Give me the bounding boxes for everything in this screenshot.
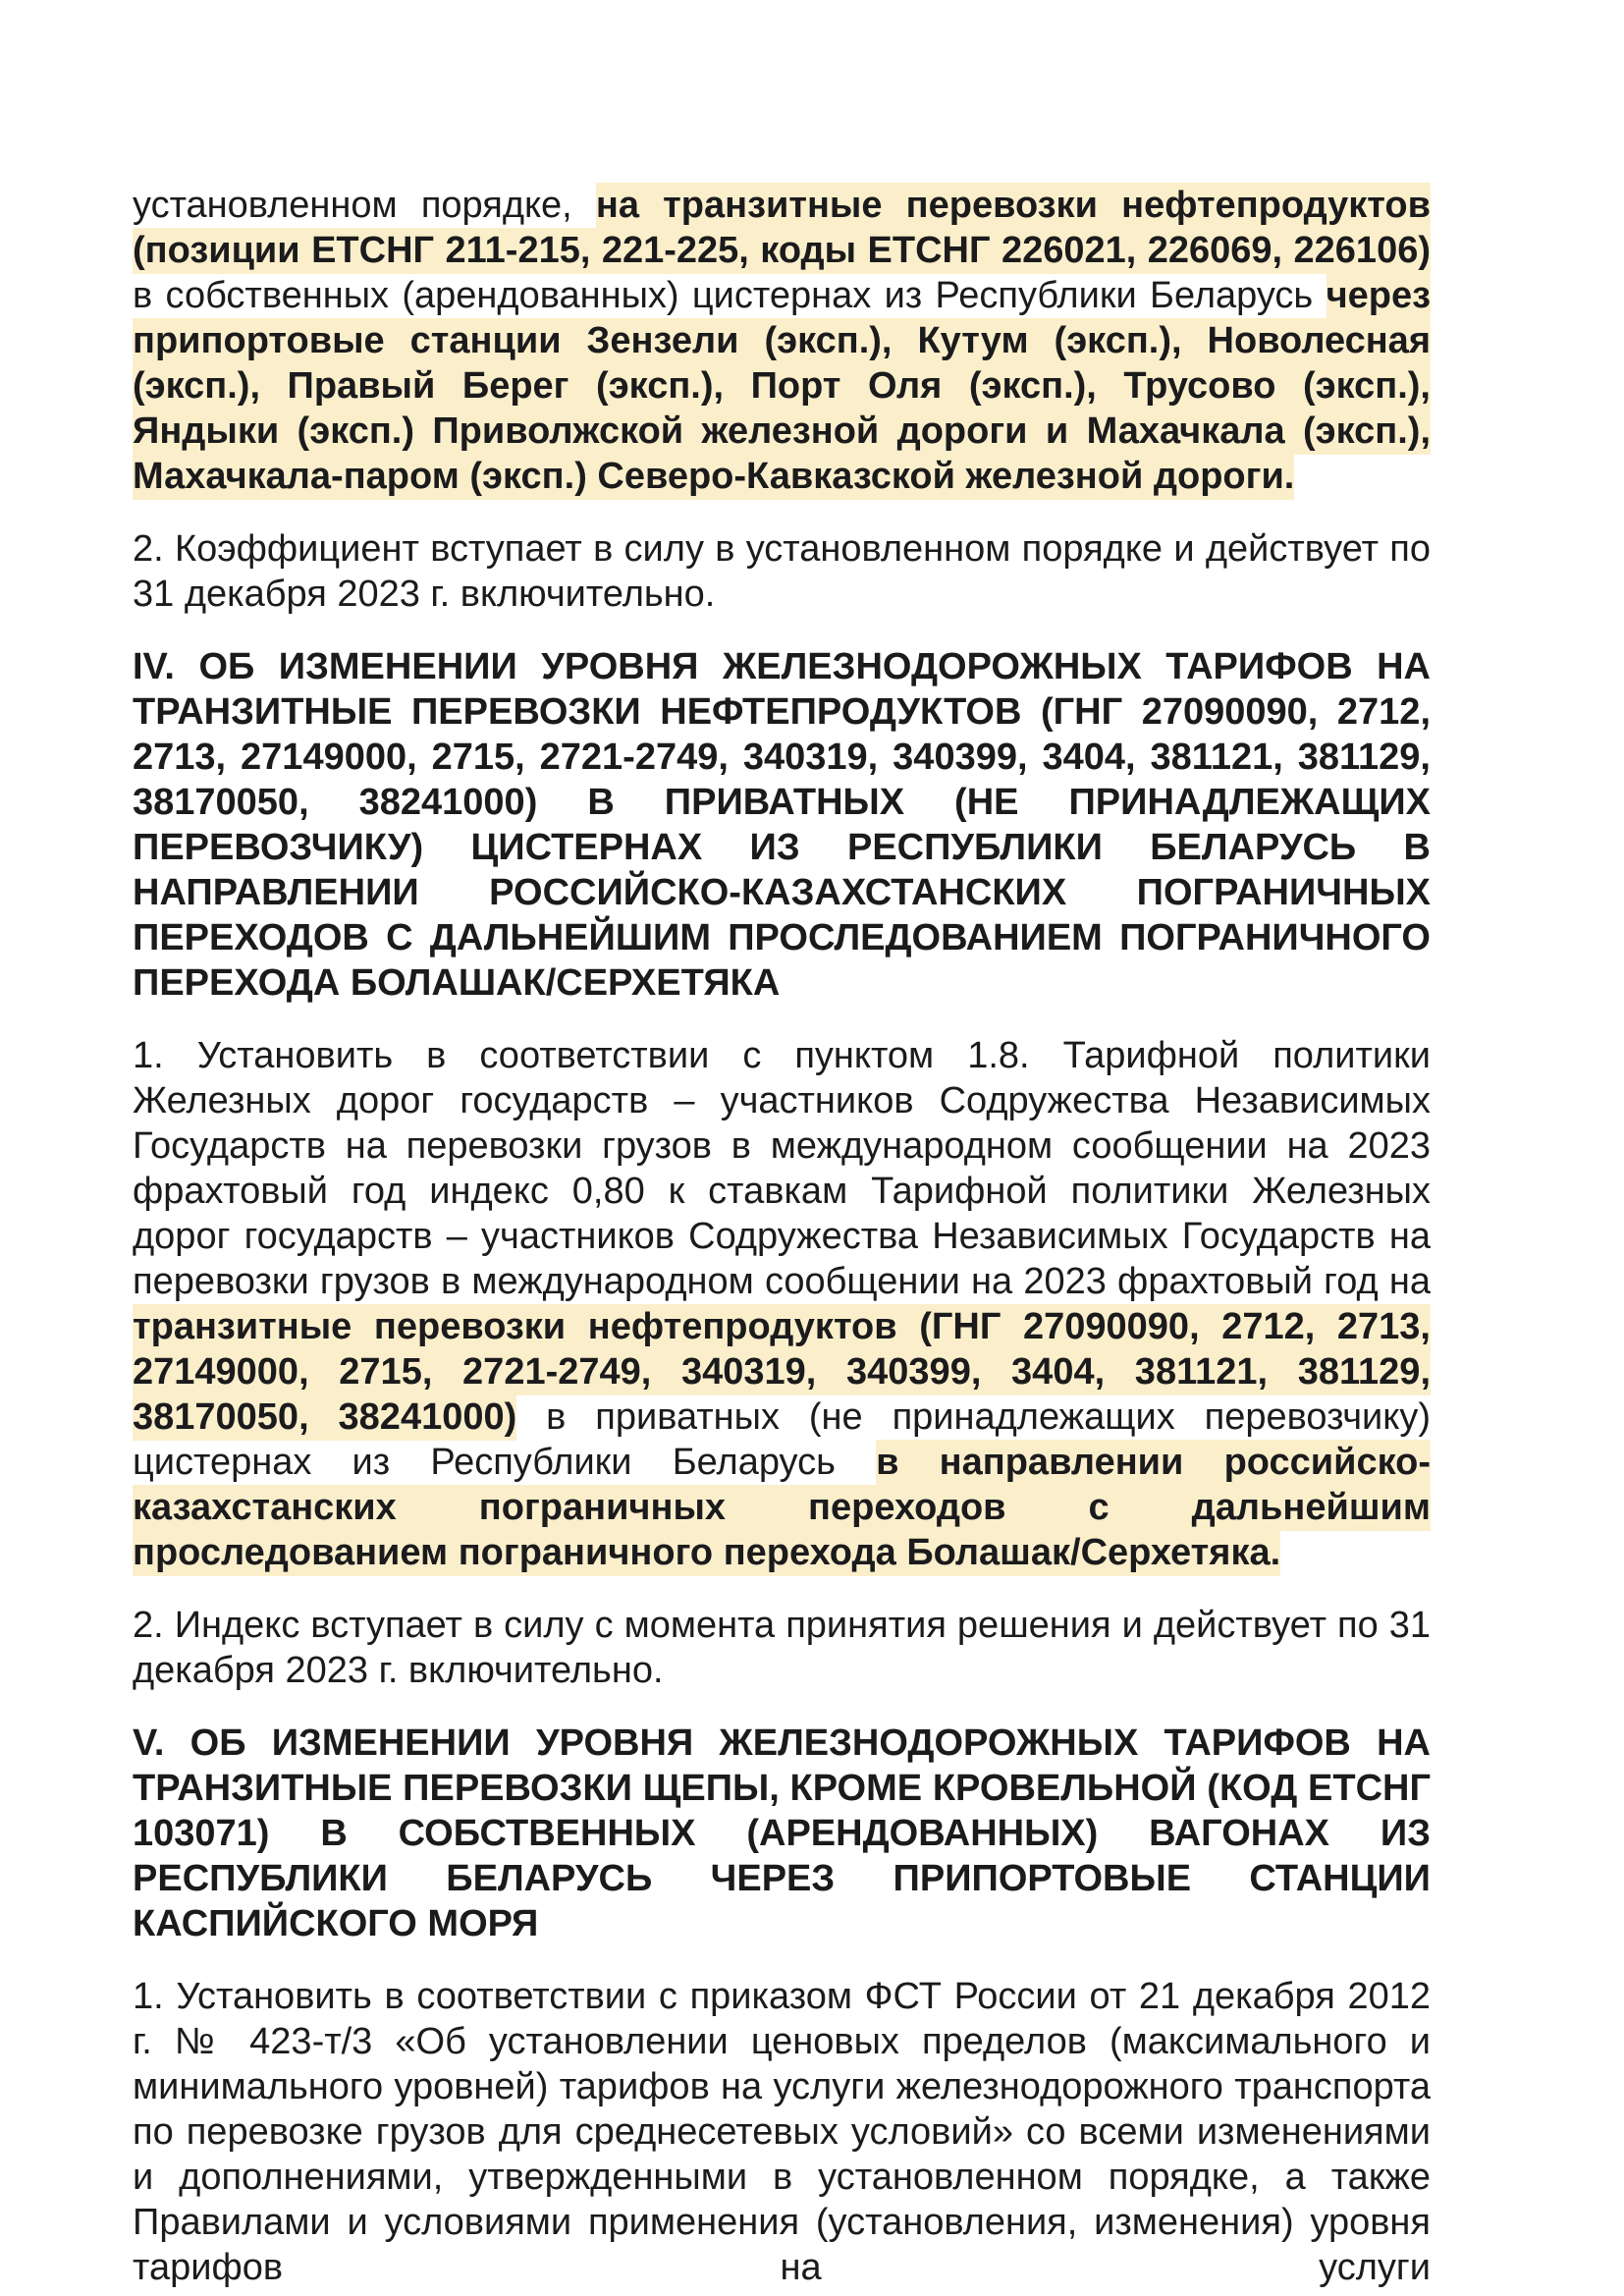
paragraph — [133, 183, 1431, 499]
highlighted-text-run: через припортовые станции Зензели (эксп.), Кутум (эксп.), Новолесная (эксп.), Правый Берег (эксп.), Порт Оля (эксп.), Трусово (эксп.), Яндыки (эксп.) Приволжской железной дороги и Махачкала (эксп.), Махачкала-паром (эксп.) Северо-Кавказской железной дороги. — [133, 273, 1431, 500]
text-run: IV. ОБ ИЗМЕНЕНИИ УРОВНЯ ЖЕЛЕЗНОДОРОЖНЫХ ТАРИФОВ НА ТРАНЗИТНЫЕ ПЕРЕВОЗКИ НЕФТЕПРОДУКТОВ (ГНГ 27090090, 2712, 2713, 27149000, 2715, 2721-2749, 340319, 340399, 3404, 381121, 381129, 38170050, 38241000) В ПРИВАТНЫХ (НЕ ПРИНАДЛЕЖАЩИХ ПЕРЕВОЗЧИКУ) ЦИСТЕРНАХ ИЗ РЕСПУБЛИКИ БЕЛАРУСЬ В НАПРАВЛЕНИИ РОССИЙСКО-КАЗАХСТАНСКИХ ПОГРАНИЧНЫХ ПЕРЕХОДОВ С ДАЛЬНЕЙШИМ ПРОСЛЕДОВАНИЕМ ПОГРАНИЧНОГО ПЕРЕХОДА БОЛАШАК/СЕРХЕТЯКА — [133, 646, 1431, 1004]
text-run: в приватных (не принадлежащих перевозчику) цистернах из Республики Беларусь — [133, 1396, 1431, 1483]
text-run: установленном порядке, — [133, 185, 596, 226]
text-run: 1. Установить в соответствии с приказом ФСТ России от 21 декабря 2012 г. № 423-т/3 «Об установлении ценовых пределов (максимального и минимального уровней) тарифов на услуги железнодорожного транспорта по перевозке грузов для среднесетевых условий» со всеми изменениями и дополнениями, утвержденными в установленном порядке, а также Правилами и условиями применения (установления, изменения) уровня тарифов на услуги — [133, 1976, 1431, 2288]
highlighted-text-run: на транзитные перевозки нефтепродуктов (позиции ЕТСНГ 211-215, 221-225, коды ЕТСНГ 226021, 226069, 226106) — [133, 183, 1431, 274]
text-run: V. ОБ ИЗМЕНЕНИИ УРОВНЯ ЖЕЛЕЗНОДОРОЖНЫХ ТАРИФОВ НА ТРАНЗИТНЫЕ ПЕРЕВОЗКИ ЩЕПЫ, КРОМЕ КРОВЕЛЬНОЙ (КОД ЕТСНГ 103071) В СОБСТВЕННЫХ (АРЕНДОВАННЫХ) ВАГОНАХ ИЗ РЕСПУБЛИКИ БЕЛАРУСЬ ЧЕРЕЗ ПРИПОРТОВЫЕ СТАНЦИИ КАСПИЙСКОГО МОРЯ — [133, 1722, 1431, 1944]
highlighted-text-run: в направлении российско-казахстанских пограничных переходов с дальнейшим проследованием пограничного перехода Болашак/Серхетяка. — [133, 1440, 1431, 1576]
section-heading — [133, 644, 1431, 1006]
paragraph — [133, 1033, 1431, 1575]
text-run: в собственных (арендованных) цистернах из Республики Беларусь — [133, 275, 1326, 316]
text-run: 2. Индекс вступает в силу с момента принятия решения и действует по 31 декабря 2023 г. включительно. — [133, 1605, 1431, 1691]
paragraph — [133, 1603, 1431, 1693]
text-run: 2. Коэффициент вступает в силу в установленном порядке и действует по 31 декабря 2023 г. включительно. — [133, 528, 1431, 615]
text-run: 1. Установить в соответствии с пунктом 1.8. Тарифной политики Железных дорог государств – участников Содружества Независимых Государств на перевозки грузов в международном сообщении на 2023 фрахтовый год индекс 0,80 к ставкам Тарифной политики Железных дорог государств – участников Содружества Независимых Государств на перевозки грузов в международном сообщении на 2023 фрахтовый год на — [133, 1035, 1431, 1302]
highlighted-text-run: транзитные перевозки нефтепродуктов (ГНГ 27090090, 2712, 2713, 27149000, 2715, 2721-2749, 340319, 340399, 3404, 381121, 381129, 38170050, 38241000) — [133, 1304, 1431, 1441]
document-body — [133, 183, 1431, 2290]
section-heading — [133, 1721, 1431, 1946]
paragraph — [133, 526, 1431, 617]
paragraph — [133, 1974, 1431, 2290]
